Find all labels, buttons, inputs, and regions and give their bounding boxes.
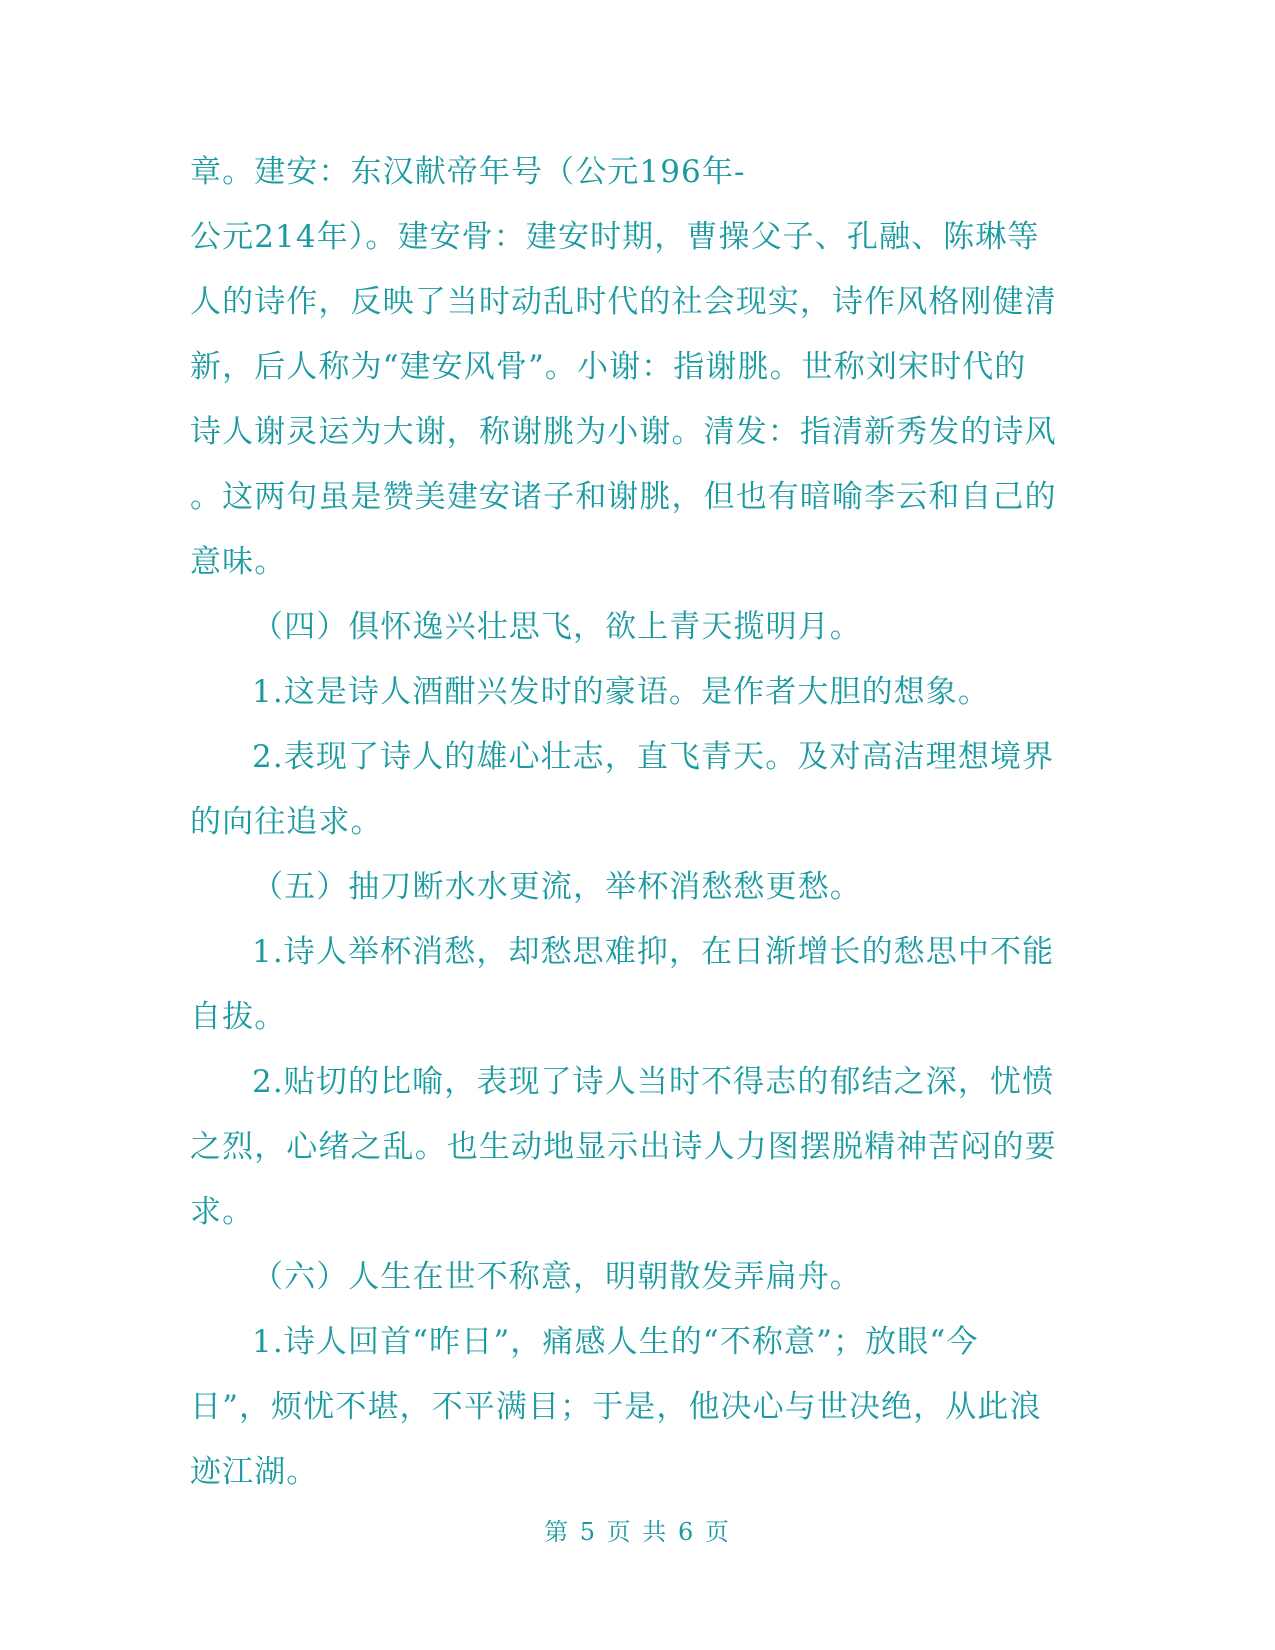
section-heading: （六）人生在世不称意，明朝散发弄扁舟。 xyxy=(252,1259,862,1295)
list-item: 1.诗人回首“昨日”，痛感人生的“不称意”；放眼“今 xyxy=(252,1324,979,1360)
list-item: 1.诗人举杯消愁，却愁思难抑，在日渐增长的愁思中不能 xyxy=(252,934,1055,970)
section-heading: （五）抽刀断水水更流，举杯消愁愁更愁。 xyxy=(252,869,862,905)
text-line: 新，后人称为“建安风骨”。小谢：指谢朓。世称刘宋时代的 xyxy=(190,349,1027,385)
text-line: 求。 xyxy=(190,1194,255,1230)
section-heading: （四）俱怀逸兴壮思飞，欲上青天揽明月。 xyxy=(252,609,862,645)
text-line: 章。建安：东汉献帝年号（公元196年- xyxy=(190,154,746,190)
page-number-footer: 第 5 页 共 6 页 xyxy=(544,1518,731,1546)
text-line: 的向往追求。 xyxy=(190,804,383,840)
list-item: 2.贴切的比喻，表现了诗人当时不得志的郁结之深，忧愤 xyxy=(252,1064,1055,1100)
text-line: 人的诗作，反映了当时动乱时代的社会现实，诗作风格刚健清 xyxy=(190,284,1057,320)
list-item: 1.这是诗人酒酣兴发时的豪语。是作者大胆的想象。 xyxy=(252,674,990,710)
text-line: 公元214年）。建安骨：建安时期，曹操父子、孔融、陈琳等 xyxy=(190,219,1040,255)
text-line: 。这两句虽是赞美建安诸子和谢朓，但也有暗喻李云和自己的 xyxy=(190,479,1057,515)
text-line: 自拔。 xyxy=(190,999,287,1035)
text-line: 迹江湖。 xyxy=(190,1454,319,1490)
text-line: 之烈，心绪之乱。也生动地显示出诗人力图摆脱精神苦闷的要 xyxy=(190,1129,1057,1165)
text-line: 日”，烦忧不堪，不平满目；于是，他决心与世决绝，从此浪 xyxy=(190,1389,1042,1425)
text-line: 诗人谢灵运为大谢，称谢朓为小谢。清发：指清新秀发的诗风 xyxy=(190,414,1057,450)
document-body xyxy=(190,140,1085,1505)
text-line: 意味。 xyxy=(190,544,287,580)
list-item: 2.表现了诗人的雄心壮志，直飞青天。及对高洁理想境界 xyxy=(252,739,1055,775)
